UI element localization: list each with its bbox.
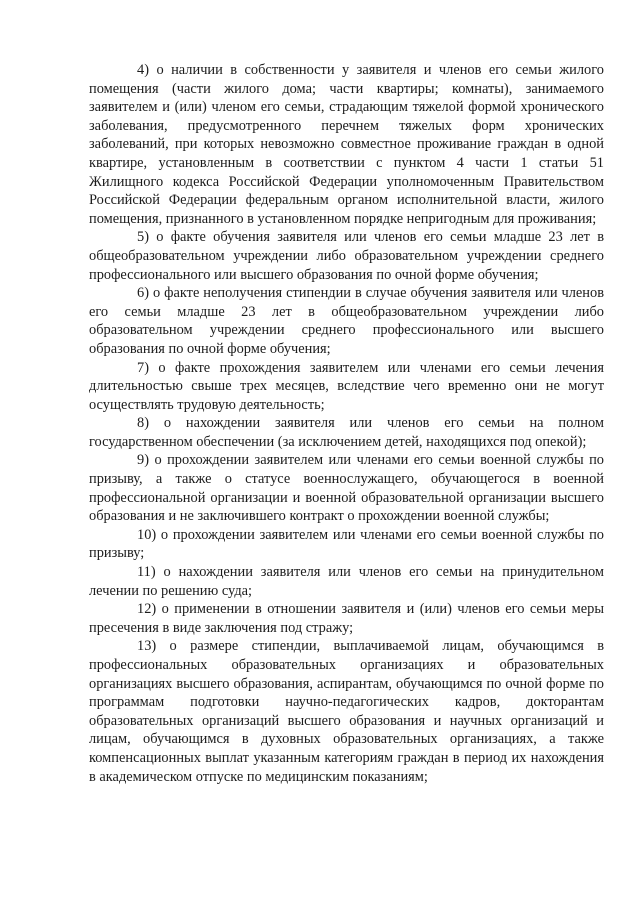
list-item-6: 6) о факте неполучения стипендии в случае обучения заявителя или членов его семьи младше 23 лет в общеобразовательном учреждении либо образовательном учреждении среднего профессионального или высшего образования по очной форме обучения; — [89, 285, 604, 357]
list-item-7: 7) о факте прохождения заявителем или членами его семьи лечения длительностью свыше трех месяцев, вследствие чего временно они не могут осуществлять трудовую деятельность; — [89, 359, 604, 413]
list-item-4: 4) о наличии в собственности у заявителя и членов его семьи жилого помещения (части жилого дома; части квартиры; комнаты), занимаемого заявителем и (или) членом его семьи, страдающим тяжелой формой хронического заболевания, предусмотренного перечнем тяжелых форм хронических заболеваний, при которых невозможно совместное проживание граждан в одной квартире, установленным в соответствии с пунктом 4 части 1 статьи 51 Жилищного кодекса Российской Федерации уполномоченным Правительством Российской Федерации федеральным органом исполнительной власти, жилого помещения, признанного в установленном порядке непригодным для проживания; — [89, 62, 604, 227]
list-item-12: 12) о применении в отношении заявителя и (или) членов его семьи меры пресечения в виде заключения под стражу; — [89, 601, 604, 636]
list-item-13: 13) о размере стипендии, выплачиваемой лицам, обучающимся в профессиональных образовательных организациях и образовательных организациях высшего образования, аспирантам, обучающимся по очной форме по программам подготовки научно-педагогических кадров, докторантам образовательных организаций высшего образования и научных организаций и лицам, обучающимся в духовных образовательных организациях, а также компенсационных выплат указанным категориям граждан в период их нахождения в академическом отпуске по медицинским показаниям; — [89, 638, 604, 785]
list-item-11: 11) о нахождении заявителя или членов его семьи на принудительном лечении по решению суда; — [89, 564, 604, 599]
list-item-9: 9) о прохождении заявителем или членами его семьи военной службы по призыву, а также о статусе военнослужащего, обучающегося в военной профессиональной организации и военной образовательной организации высшего образования и не заключившего контракт о прохождении военной службы; — [89, 452, 604, 525]
list-item-8: 8) о нахождении заявителя или членов его семьи на полном государственном обеспечении (за исключением детей, находящихся под опекой); — [89, 415, 604, 450]
list-item-5: 5) о факте обучения заявителя или членов его семьи младше 23 лет в общеобразовательном учреждении либо образовательном учреждении среднего профессионального или высшего образования по очной форме обучения; — [89, 229, 604, 283]
list-item-10: 10) о прохождении заявителем или членами его семьи военной службы по призыву; — [89, 526, 604, 562]
